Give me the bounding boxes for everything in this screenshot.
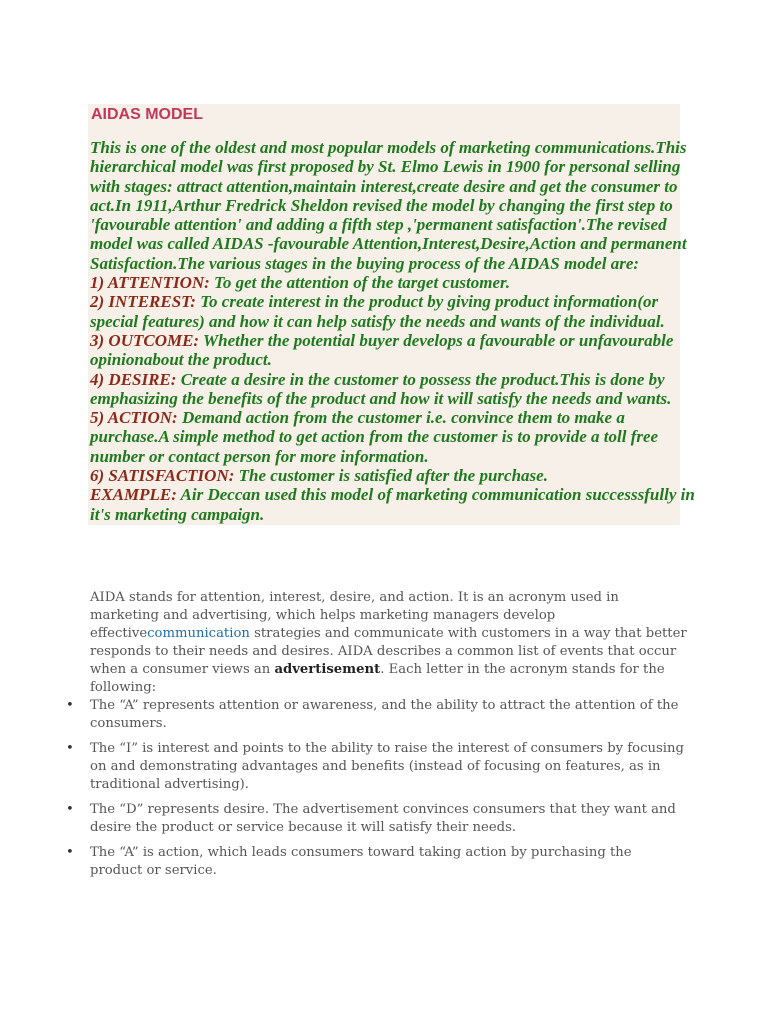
bullet-text: on and demonstrating advantages and benefits (instead of focusing on features, as in — [90, 759, 661, 774]
paragraph-line: AIDA stands for attention, interest, desire, and action. It is an acronym used in — [90, 590, 619, 605]
stage-text: opinionabout the product. — [90, 350, 272, 370]
paragraph-line — [90, 661, 680, 679]
aidas-model-title: AIDAS MODEL — [91, 106, 203, 123]
paragraph-text: when a consumer views an — [90, 662, 275, 677]
bullet-interest — [66, 740, 684, 794]
stage-text: emphasizing the benefits of the product and how it will satisfy the needs and wants. — [90, 388, 672, 408]
intro-line: Satisfaction.The various stages in the buying process of the AIDAS model are: — [90, 253, 640, 273]
stage-key: 1) ATTENTION: — [90, 273, 210, 293]
stage-action — [90, 408, 678, 427]
stage-text: Whether the potential buyer develops a favourable or unfavourable — [199, 330, 674, 350]
intro-line: model was called AIDAS -favourable Attention,Interest,Desire,Action and permanent — [90, 234, 687, 254]
aida-bullet-list — [66, 697, 684, 880]
stage-text: Demand action from the customer i.e. convince them to make a — [177, 408, 625, 428]
paragraph-line — [90, 625, 687, 643]
intro-line: with stages: attract attention,maintain interest,create desire and get the consumer to — [90, 176, 678, 196]
bullet-text: The “I” is interest and points to the ability to raise the interest of consumers by focusing — [90, 741, 684, 756]
intro-line: 'favourable attention' and adding a fifth step ,'permanent satisfaction'.The revised — [90, 215, 667, 235]
intro-line: act.In 1911,Arthur Fredrick Sheldon revised the model by changing the first step to — [90, 195, 673, 215]
bullet-text: The “A” is action, which leads consumers toward taking action by purchasing the — [90, 845, 632, 860]
stage-key: 6) SATISFACTION: — [90, 466, 235, 486]
bullet-text: desire the product or service because it will satisfy their needs. — [90, 820, 517, 835]
bullet-attention — [66, 697, 680, 733]
stage-text: To create interest in the product by giving product information(or — [195, 292, 659, 312]
paragraph-line: following: — [90, 680, 157, 695]
stage-key: 4) DESIRE: — [90, 369, 177, 389]
bullet-text: The “A” represents attention or awareness, and the ability to attract the attention of the — [90, 698, 679, 713]
paragraph-text: . Each letter in the acronym stands for the — [380, 662, 665, 677]
stage-outcome — [90, 331, 678, 350]
aida-explanation — [66, 589, 687, 887]
paragraph-text: effective — [90, 626, 148, 641]
bullet-desire — [66, 801, 680, 837]
stage-interest — [90, 292, 678, 311]
aida-paragraph — [90, 589, 687, 697]
stage-key: 3) OUTCOME: — [90, 330, 200, 350]
stage-text: Create a desire in the customer to possess the product.This is done by — [176, 369, 665, 389]
example-key: EXAMPLE: — [90, 485, 177, 505]
advertisement-term: advertisement — [274, 662, 381, 677]
bullet-icon: • — [66, 741, 74, 756]
stage-text: To get the attention of the target customer. — [209, 273, 510, 293]
example-text: Air Deccan used this model of marketing communication successsfully in — [176, 485, 695, 505]
bullet-icon: • — [66, 802, 74, 817]
bullet-text: traditional advertising). — [90, 777, 249, 792]
bullet-icon: • — [66, 845, 74, 860]
bullet-text: consumers. — [90, 716, 167, 731]
example-line — [90, 485, 695, 505]
communication-link[interactable]: communication — [147, 626, 250, 641]
stage-desire — [90, 370, 678, 389]
paragraph-line: marketing and advertising, which helps marketing managers develop — [90, 608, 556, 623]
paragraph-text: strategies and communicate with customers in a way that better — [249, 626, 687, 641]
intro-line: hierarchical model was first proposed by St. Elmo Lewis in 1900 for personal selling — [90, 157, 681, 177]
example-text: it's marketing campaign. — [90, 504, 265, 524]
bullet-icon: • — [66, 698, 74, 713]
stage-satisfaction — [90, 466, 678, 485]
bullet-text: product or service. — [90, 863, 217, 878]
stage-text: special features) and how it can help satisfy the needs and wants of the individual. — [90, 311, 665, 331]
aidas-model-text — [90, 138, 695, 524]
stage-attention — [90, 273, 678, 292]
bullet-action — [66, 844, 680, 880]
stage-text: The customer is satisfied after the purchase. — [234, 466, 548, 486]
stage-text: number or contact person for more information. — [90, 446, 429, 466]
paragraph-line: responds to their needs and desires. AIDA describes a common list of events that occur — [90, 644, 677, 659]
stage-key: 5) ACTION: — [90, 408, 178, 428]
stage-key: 2) INTEREST: — [90, 292, 196, 312]
stage-text: purchase.A simple method to get action from the customer is to provide a toll free — [90, 427, 659, 447]
intro-line: This is one of the oldest and most popular models of marketing communications.This — [90, 138, 687, 157]
bullet-text: The “D” represents desire. The advertisement convinces consumers that they want and — [90, 802, 676, 817]
